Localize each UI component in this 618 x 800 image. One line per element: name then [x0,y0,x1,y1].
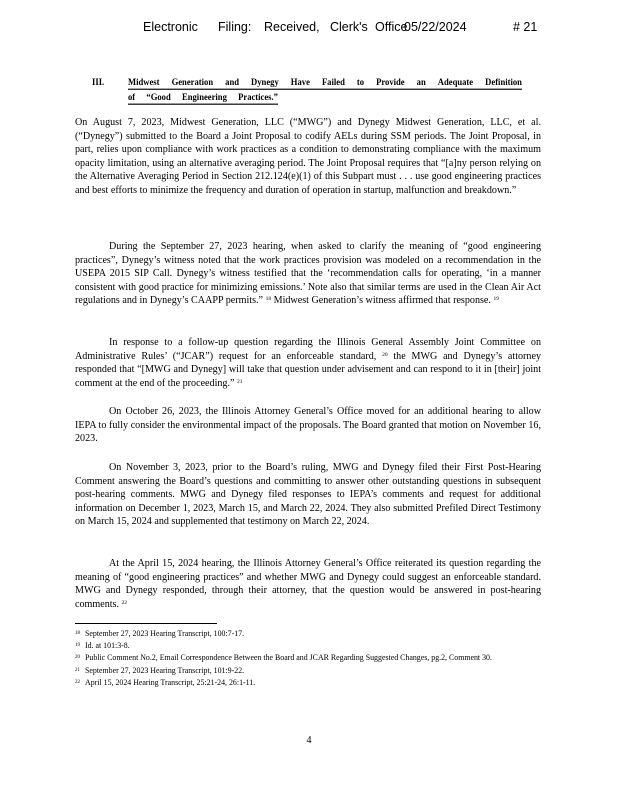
section-title-line2 [128,91,278,105]
paragraph-october-motion: On October 26, 2023, the Illinois Attorney General’s Office moved for an additional hearing to allow IEPA to fully consider the environmental impact of the proposals. The Board granted that motion on November 16, 2023. [75,406,541,445]
header-received: Received, [264,20,320,34]
header-filing: Filing: [218,20,252,34]
page-number: 4 [306,735,312,746]
title-word: to [356,76,365,88]
title-word: Have [290,76,310,88]
title-word: Adequate [437,76,474,88]
footnote-text: September 27, 2023 Hearing Transcript, 100:7-17. [85,629,245,638]
paragraph-april-hearing [75,557,541,611]
header-document-number: # 21 [513,20,538,34]
footnote-number: 22 [75,679,80,685]
section-number: III. [92,76,105,88]
footnote-21 [75,665,541,677]
footnote-ref: 19 [493,296,499,303]
header-clerks: Clerk's [330,20,368,34]
footnote-19 [75,640,541,652]
paragraph-text: Midwest Generation’s witness affirmed that response. [273,295,491,307]
footnote-number: 19 [75,643,80,649]
paragraph-text: the MWG and Dynegy’s attorney responded that “[MWG and Dynegy] will take that question under advisement and can respond to it in [their] joint comment at the end of the proceeding.” [75,350,541,389]
footnote-ref: 20 [382,351,388,358]
footnote-text: April 15, 2024 Hearing Transcript, 25:21-24, 26:1-11. [85,677,256,687]
footnote-ref: 21 [237,378,243,385]
header-office: Office [375,20,408,34]
footnote-ref: 18 [265,296,272,303]
footnote-text: Id. at 101:3-8. [85,641,130,651]
footnote-18 [75,628,541,640]
title-word: Provide [376,76,405,88]
title-word: Definition [485,76,522,88]
footnote-text: Public Comment No.2, Email Correspondence Between the Board and JCAR Regarding Suggested Changes, pg.2, Comment 30. [85,653,492,663]
footnote-number: 20 [75,655,80,661]
title-word: Failed [321,76,345,88]
title-word: Midwest [128,76,160,88]
paragraph-joint-proposal: On August 7, 2023, Midwest Generation, LLC (“MWG”) and Dynegy Midwest Generation, LLC, et al. (“Dynegy”) submitted to the Board a Joint Proposal to codify AELs during SSM periods. The Joint Proposal, in part, relies upon compliance with work practices as a condition to demonstrating compliance with the maximum opacity limitation, using an alternative averaging period. The Joint Proposal requires that “[a]ny person relying on the Alternative Averaging Period in Section 212.124(e)(1) of this Subpart must . . . use good engineering practices and best efforts to minimize the frequency and duration of operation in startup, malfunction and breakdown.” [75,117,541,196]
footnote-20 [75,652,541,664]
section-title-line1 [128,76,522,90]
title-word: and [225,76,239,88]
title-word: “Good [146,90,171,103]
title-word: of [128,90,136,103]
paragraph-text: During the September 27, 2023 hearing, when asked to clarify the meaning of “good engineering practices”, Dynegy’s witness noted that the work practices provision was modeled on a recommendation in the USEPA 2015 SIP Call. Dynegy’s witness testified that the ‘recommendation calls for operating, ‘in a manner consistent with good practice for minimizing emissions.’ Note also that similar terms are used in the Clean Air Act regulations and in Dynegy’s CAAPP permits.” [75,241,541,307]
footnote-22 [75,677,541,689]
header-date: 05/22/2024 [404,20,467,34]
title-word: Practices.” [238,90,278,103]
footnote-ref: 22 [121,599,128,606]
paragraph-text: At the April 15, 2024 hearing, the Illinois Attorney General’s Office reiterated its question regarding the meaning of “good engineering practices” and whether MWG and Dynegy could suggest an enforceable standard. MWG and Dynegy responded, through their attorney, that the question would be answered in post-hearing comments. [75,558,541,610]
footnote-text: September 27, 2023 Hearing Transcript, 101:9-22. [85,665,245,675]
paragraph-text: In response to a follow-up question regarding the Illinois General Assembly Joint Committee on Administrative Rules’ (“JCAR”) request for an enforceable standard, [75,337,541,362]
footnotes [75,628,541,689]
title-word: Generation [171,76,214,88]
paragraph-november-comments: On November 3, 2023, prior to the Board’s ruling, MWG and Dynegy filed their First Post-Hearing Comment answering the Board’s questions and committing to answer other outstanding questions in subsequent post-hearing comments. MWG and Dynegy filed responses to IEPA’s comments and request for additional information on December 1, 2023, March 15, and March 22, 2024. They also submitted Prefiled Direct Testimony on March 15, 2024 and supplemented that testimony on March 22, 2024. [75,462,541,528]
footnote-number: 21 [75,667,80,673]
footnote-number: 18 [75,631,80,636]
title-word: Engineering [182,90,227,103]
title-word: Dynegy [251,76,279,88]
paragraph-jcar-request [75,336,541,390]
title-word: an [416,76,426,88]
footnote-divider [75,623,217,624]
header-electronic: Electronic [143,20,198,34]
paragraph-september-hearing [75,240,541,308]
